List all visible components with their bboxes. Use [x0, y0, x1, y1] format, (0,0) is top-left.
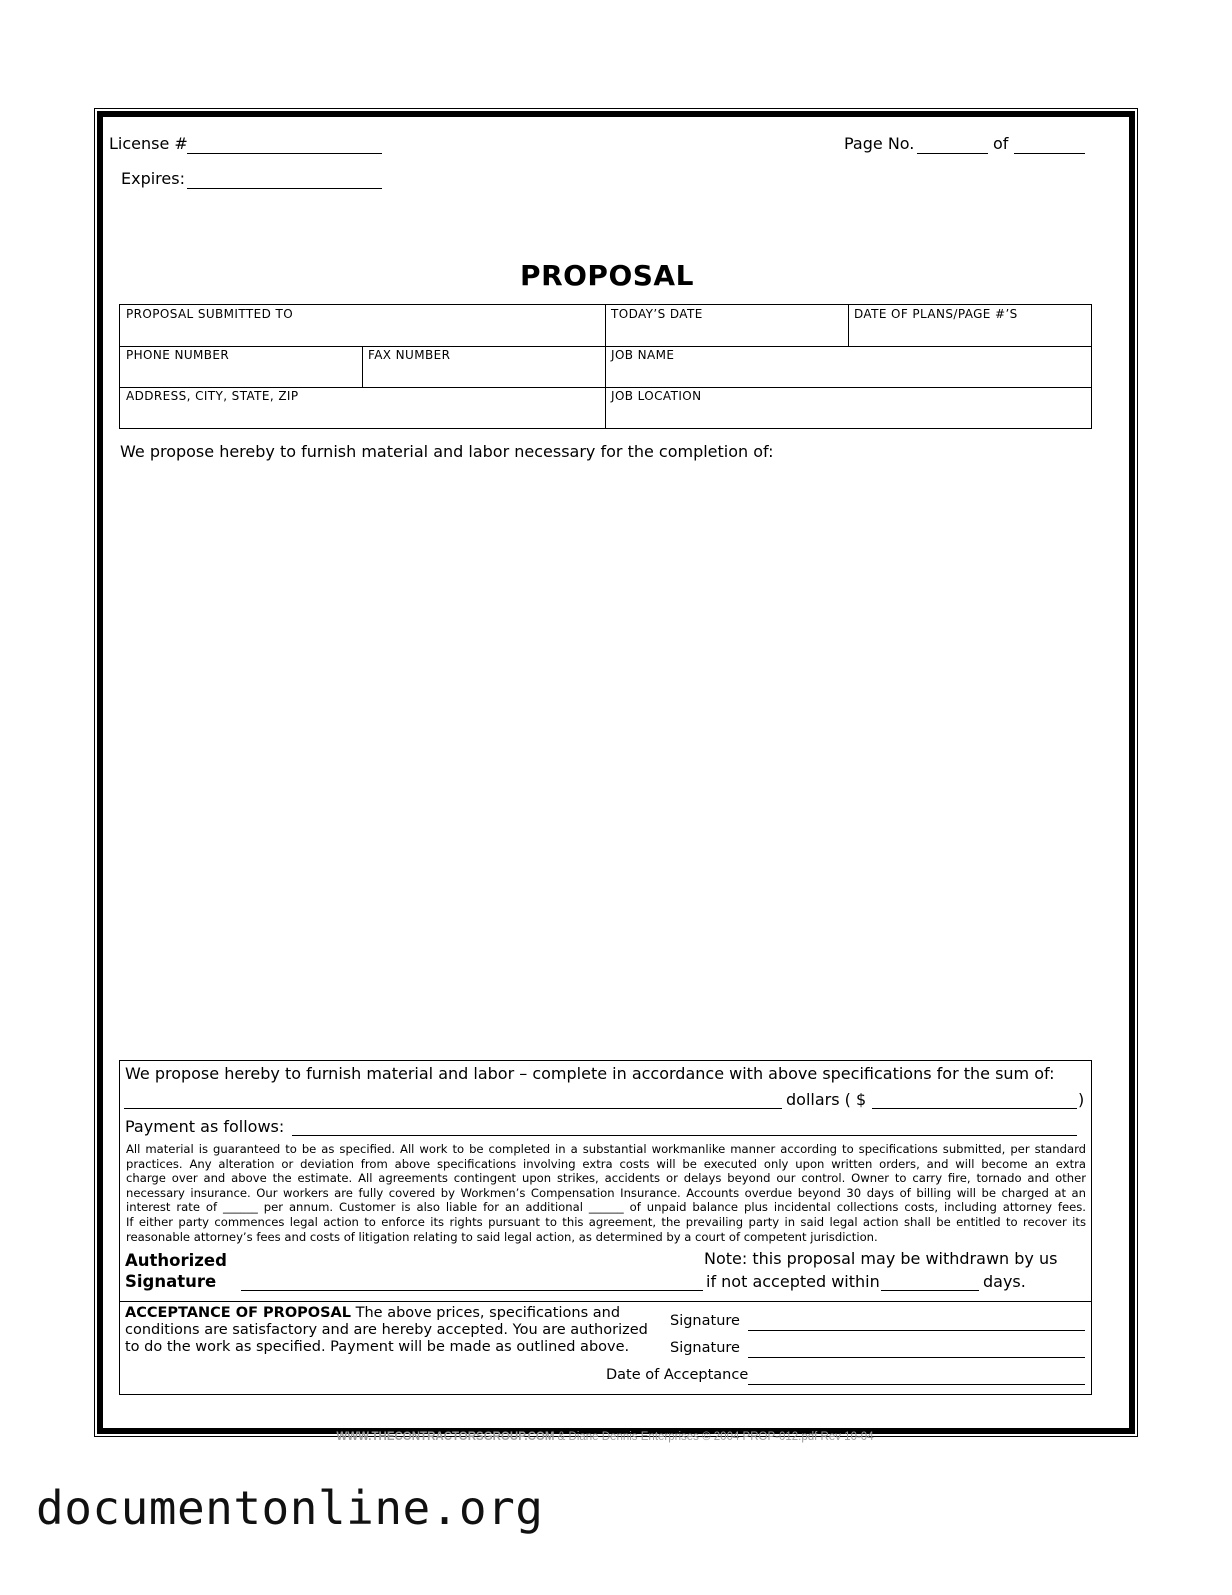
footer-site: WWW.THECONTRACTORSGROUP.COM — [336, 1431, 555, 1443]
acceptance-line-3: to do the work as specified. Payment will be made as outlined above. — [125, 1339, 630, 1355]
info-table-col-divider-phone — [362, 346, 363, 387]
job-location-field[interactable]: JOB LOCATION — [611, 389, 702, 403]
signature-label-2: Signature — [670, 1340, 740, 1356]
license-label: License # — [109, 134, 188, 153]
acceptance-line-1: The above prices, specifications and — [351, 1305, 621, 1321]
authorized-signature-field[interactable] — [241, 1290, 703, 1291]
authorized-label-2: Signature — [125, 1272, 217, 1291]
fine-print-line: If either party commences legal action to enforce its rights pursuant to this agreement, the prevailing party in said legal action shall be entitled to recover its — [126, 1214, 1086, 1229]
close-paren: ) — [1078, 1090, 1085, 1109]
sum-amount-field[interactable] — [872, 1108, 1077, 1109]
intro-text: We propose hereby to furnish material and labor necessary for the completion of: — [120, 442, 774, 461]
job-name-field[interactable]: JOB NAME — [611, 348, 675, 362]
acceptance-line-2: conditions are satisfactory and are hereby accepted. You are authorized — [125, 1322, 648, 1338]
payment-label: Payment as follows: — [125, 1117, 285, 1136]
submitted-to-field[interactable]: PROPOSAL SUBMITTED TO — [126, 307, 294, 321]
of-label: of — [993, 134, 1009, 153]
page-no-label: Page No. — [844, 134, 915, 153]
withdraw-days-field[interactable] — [881, 1290, 979, 1291]
license-field[interactable] — [187, 153, 382, 154]
acceptance-signature-field-1[interactable] — [748, 1330, 1085, 1331]
watermark: documentonline.org — [36, 1481, 544, 1535]
payment-field[interactable] — [292, 1135, 1077, 1136]
expires-label: Expires: — [121, 169, 185, 188]
page-no-field[interactable] — [917, 153, 988, 154]
phone-number-field[interactable]: PHONE NUMBER — [126, 348, 230, 362]
note-text-2: if not accepted within — [706, 1272, 880, 1291]
acceptance-text — [125, 1305, 648, 1356]
fine-print-line: interest rate of ______ per annum. Customer is also liable for an additional ______ of unpaid balance plus incidental collections costs, including attorney fees. — [126, 1200, 1086, 1215]
sum-words-field[interactable] — [124, 1108, 782, 1109]
authorized-label-1: Authorized — [125, 1251, 227, 1270]
acceptance-signature-field-2[interactable] — [748, 1357, 1085, 1358]
page-title: PROPOSAL — [520, 259, 694, 292]
date-of-acceptance-field[interactable] — [748, 1384, 1085, 1385]
fine-print-line: All material is guaranteed to be as specified. All work to be completed in a substantial workmanlike manner according to specifications submitted, per standard — [126, 1142, 1086, 1156]
fine-print-line: practices. Any alteration or deviation from above specifications involving extra costs will be executed only upon written orders, and will become an extra — [126, 1156, 1086, 1171]
note-days: days. — [983, 1272, 1026, 1291]
fine-print-line: charge over and above the estimate. All agreements contingent upon strikes, accidents or delays beyond our control. Owner to carry fire, tornado and other — [126, 1171, 1086, 1186]
fax-number-field[interactable]: FAX NUMBER — [368, 348, 451, 362]
info-table-col-divider-date — [848, 304, 849, 346]
info-table-col-divider-main — [605, 304, 606, 429]
expires-field[interactable] — [187, 188, 382, 189]
todays-date-field[interactable]: TODAY’S DATE — [611, 307, 703, 321]
signature-label-1: Signature — [670, 1313, 740, 1329]
date-of-plans-field[interactable]: DATE OF PLANS/PAGE #’S — [854, 307, 1018, 321]
address-field[interactable]: ADDRESS, CITY, STATE, ZIP — [126, 389, 299, 403]
fine-print — [126, 1142, 1086, 1244]
fine-print-line: reasonable attorney’s fees and costs of litigation relating to said legal action, as determined by a court of competent jurisdiction. — [126, 1229, 878, 1244]
acceptance-divider — [119, 1301, 1092, 1302]
sum-text: We propose hereby to furnish material and labor – complete in accordance with above specifications for the sum of: — [125, 1064, 1055, 1083]
page-total-field[interactable] — [1014, 153, 1085, 154]
note-text-1: Note: this proposal may be withdrawn by us — [704, 1249, 1058, 1268]
footer-rest: & Diane Dennis Enterprises © 2004 PROP-012.pdf Rev 10-04 — [554, 1431, 874, 1443]
page-footer — [0, 1431, 1210, 1443]
acceptance-heading: ACCEPTANCE OF PROPOSAL — [125, 1305, 352, 1321]
work-description-area[interactable] — [120, 470, 1092, 1050]
date-of-acceptance-label: Date of Acceptance — [606, 1367, 749, 1383]
dollars-label: dollars ( $ — [786, 1090, 867, 1109]
fine-print-line: necessary insurance. Our workers are fully covered by Workmen’s Compensation Insurance. Accounts overdue beyond 30 days of billing will be charged at an — [126, 1185, 1086, 1200]
